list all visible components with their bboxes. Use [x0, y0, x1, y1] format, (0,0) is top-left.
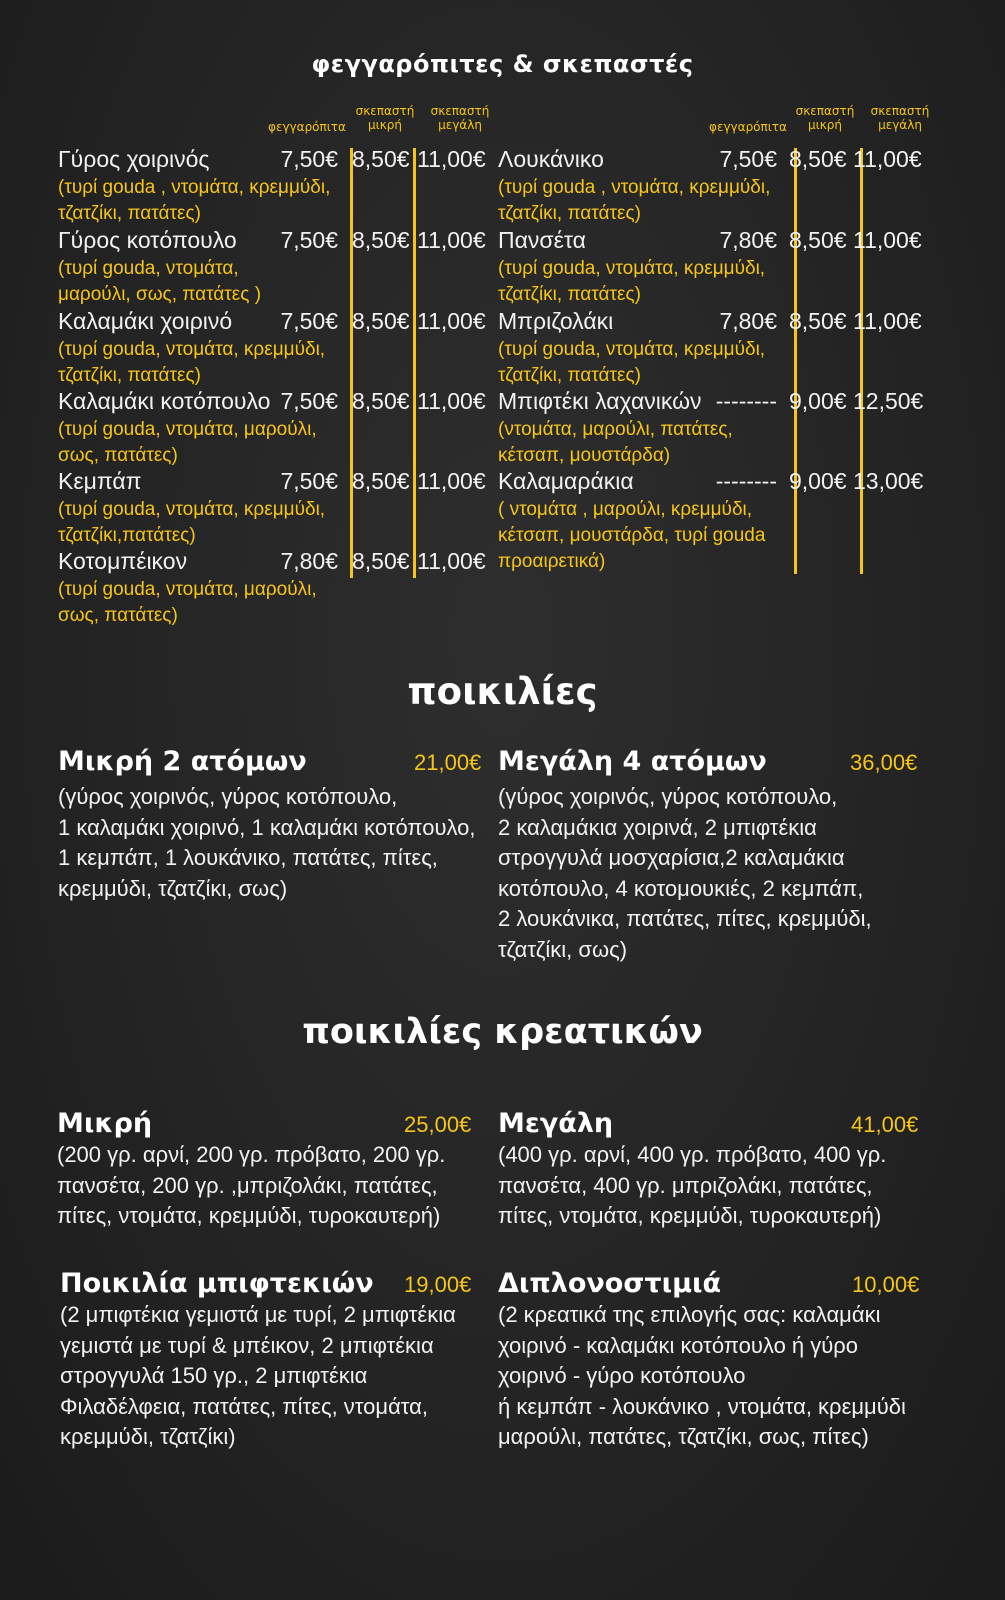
divider-line [794, 148, 797, 574]
description-line: (2 μπιφτέκια γεμιστά με τυρί, 2 μπιφτέκια [60, 1302, 456, 1327]
price-skepasti-mikri: 8,50€ [789, 227, 847, 253]
price-skepasti-mikri: 9,00€ [789, 468, 847, 494]
poikilia-price: 36,00€ [850, 750, 918, 775]
price-skepasti-megali: 11,00€ [417, 388, 486, 414]
menu-item-description: τζατζίκι, πατάτες) [498, 365, 641, 386]
menu-item-description: (τυρί gouda, ντομάτα, κρεμμύδι, [58, 339, 326, 360]
menu-item-name: Λουκάνικο [498, 146, 604, 172]
description-line: κοτόπουλο, 4 κοτομουκιές, 2 κεμπάπ, [498, 875, 864, 901]
poikilia-description [498, 782, 872, 965]
menu-item-description: μαρούλι, σως, πατάτες ) [58, 284, 262, 305]
col-header-skepasti-megali-left [420, 104, 500, 132]
price-skepasti-megali: 13,00€ [853, 468, 924, 494]
description-line: (200 γρ. αρνί, 200 γρ. πρόβατο, 200 γρ. [57, 1142, 446, 1167]
menu-item-description: σως, πατάτες) [58, 605, 178, 626]
description-line: πίτες, ντομάτα, κρεμμύδι, τυροκαυτερή) [498, 1203, 882, 1228]
description-line: 1 κεμπάπ, 1 λουκάνικο, πατάτες, πίτες, [58, 845, 438, 870]
poikilia-price: 21,00€ [414, 750, 482, 775]
col-header-line: μικρή [368, 118, 402, 132]
description-line: χοιρινό - καλαμάκι κοτόπουλο ή γύρο [498, 1332, 859, 1358]
price-skepasti-mikri: 8,50€ [352, 388, 410, 414]
poikilia-description [58, 782, 476, 904]
menu-item-description: τζατζίκι, πατάτες) [498, 203, 641, 224]
description-line: πανσέτα, 200 γρ. ,μπριζολάκι, πατάτες, [57, 1172, 438, 1198]
col-header-line: μεγάλη [438, 118, 482, 132]
menu-item-description: σως, πατάτες) [58, 445, 178, 466]
price-skepasti-mikri: 8,50€ [352, 227, 410, 253]
section-title-poikilies: ποικιλίες [407, 670, 598, 713]
kreatika-price: 19,00€ [404, 1272, 472, 1297]
section-title-poikilies-kreatikon: ποικιλίες κρεατικών [302, 1012, 703, 1052]
menu-item-name: Καλαμαράκια [498, 468, 634, 494]
price-fegaropita: -------- [715, 468, 777, 494]
description-line: (γύρος χοιρινός, γύρος κοτόπουλο, [58, 784, 398, 809]
col-header-line: σκεπαστή [870, 104, 930, 118]
menu-item-description: (ντομάτα, μαρούλι, πατάτες, [498, 419, 733, 440]
description-line: κρεμμύδι, τζατζίκι, σως) [58, 875, 288, 901]
price-skepasti-mikri: 8,50€ [789, 146, 847, 172]
menu-item-name: Μπιφτέκι λαχανικών [498, 388, 702, 414]
menu-item-description: (τυρί gouda , ντομάτα, κρεμμύδι, [498, 177, 771, 198]
menu-item-description: ( ντομάτα , μαρούλι, κρεμμύδι, [498, 499, 753, 520]
price-skepasti-mikri: 8,50€ [352, 548, 410, 574]
price-fegaropita: -------- [715, 388, 777, 414]
price-fegaropita: 7,80€ [719, 227, 777, 253]
description-line: Φιλαδέλφεια, πατάτες, πίτες, ντομάτα, [60, 1393, 429, 1419]
description-line: πανσέτα, 400 γρ. μπριζολάκι, πατάτες, [498, 1172, 873, 1198]
price-skepasti-megali: 11,00€ [853, 308, 922, 334]
price-skepasti-mikri: 8,50€ [789, 308, 847, 334]
divider-line [413, 148, 416, 578]
price-fegaropita: 7,50€ [719, 146, 777, 172]
price-skepasti-megali: 11,00€ [417, 548, 486, 574]
menu-item-description: τζατζίκι, πατάτες) [58, 365, 201, 386]
kreatika-title: Διπλονοστιμιά [498, 1268, 722, 1299]
menu-item-description: προαιρετικά) [498, 551, 606, 572]
menu-item-description: κέτσαπ, μουστάρδα) [498, 445, 671, 466]
col-header-fegaropita-left: φεγγαρόπιτα [268, 120, 346, 134]
col-header-line: σκεπαστή [430, 104, 490, 118]
divider-line [350, 148, 353, 578]
description-line: χοιρινό - γύρο κοτόπουλο [498, 1363, 746, 1388]
menu-item-description: τζατζίκι, πατάτες) [58, 203, 201, 224]
price-fegaropita: 7,50€ [280, 388, 338, 414]
description-line: στρογγυλά μοσχαρίσια,2 καλαμάκια [498, 845, 845, 870]
price-fegaropita: 7,50€ [280, 227, 338, 253]
menu-item-description: (τυρί gouda, ντομάτα, [58, 258, 239, 279]
kreatika-title: Μεγάλη [498, 1108, 614, 1139]
price-fegaropita: 7,80€ [719, 308, 777, 334]
menu-item-name: Κοτομπέικον [58, 548, 188, 574]
kreatika-price: 25,00€ [404, 1112, 472, 1137]
menu-item-description: (τυρί gouda , ντομάτα, κρεμμύδι, [58, 177, 331, 198]
kreatika-price: 41,00€ [851, 1112, 919, 1137]
description-line: 1 καλαμάκι χοιρινό, 1 καλαμάκι κοτόπουλο, [58, 814, 476, 840]
col-header-line: σκεπαστή [355, 104, 415, 118]
col-header-line: μικρή [808, 118, 842, 132]
kreatika-title: Ποικιλία μπιφτεκιών [60, 1268, 374, 1299]
kreatika-price: 10,00€ [852, 1272, 920, 1297]
description-line: (2 κρεατικά της επιλογής σας: καλαμάκι [498, 1302, 881, 1327]
price-skepasti-mikri: 8,50€ [352, 468, 410, 494]
section-title-fegaropites: φεγγαρόπιτες & σκεπαστές [311, 50, 694, 78]
price-skepasti-megali: 11,00€ [417, 308, 486, 334]
menu-item-name: Καλαμάκι χοιρινό [58, 308, 233, 334]
poikilia-title: Μεγάλη 4 ατόμων [498, 746, 767, 777]
col-header-line: μεγάλη [878, 118, 922, 132]
description-line: 2 λουκάνικα, πατάτες, πίτες, κρεμμύδι, [498, 906, 872, 931]
price-fegaropita: 7,50€ [280, 308, 338, 334]
kreatika-description [498, 1300, 906, 1453]
price-fegaropita: 7,50€ [280, 146, 338, 172]
menu-item-name: Καλαμάκι κοτόπουλο [58, 388, 271, 414]
price-fegaropita: 7,80€ [280, 548, 338, 574]
col-header-fegaropita-right: φεγγαρόπιτα [709, 120, 787, 134]
description-line: μαρούλι, πατάτες, τζατζίκι, σως, πίτες) [498, 1424, 869, 1449]
description-line: κρεμμύδι, τζατζίκι) [60, 1424, 236, 1449]
divider-line [860, 148, 863, 574]
col-header-line: σκεπαστή [795, 104, 855, 118]
menu-item-description: (τυρί gouda, ντομάτα, μαρούλι, [58, 579, 317, 600]
description-line: (γύρος χοιρινός, γύρος κοτόπουλο, [498, 784, 838, 809]
menu-item-name: Κεμπάπ [58, 468, 142, 494]
price-skepasti-mikri: 9,00€ [789, 388, 847, 414]
menu-item-description: τζατζίκι, πατάτες) [498, 284, 641, 305]
description-line: τζατζίκι, σως) [498, 936, 628, 962]
description-line: 2 καλαμάκια χοιρινά, 2 μπιφτέκια [498, 814, 817, 840]
col-header-skepasti-megali-right [860, 104, 940, 132]
menu-item-description: (τυρί gouda, ντομάτα, μαρούλι, [58, 419, 317, 440]
menu-item-description: κέτσαπ, μουστάρδα, τυρί gouda [498, 525, 766, 546]
menu-item-description: (τυρί gouda, ντομάτα, κρεμμύδι, [498, 339, 766, 360]
menu-item-name: Μπριζολάκι [498, 308, 614, 334]
col-header-skepasti-mikri-right [790, 104, 860, 132]
price-skepasti-mikri: 8,50€ [352, 308, 410, 334]
kreatika-description [57, 1140, 445, 1232]
price-skepasti-mikri: 8,50€ [352, 146, 410, 172]
kreatika-description [498, 1140, 886, 1232]
col-header-skepasti-mikri-left [350, 104, 420, 132]
description-line: πίτες, ντομάτα, κρεμμύδι, τυροκαυτερή) [57, 1203, 441, 1228]
description-line: γεμιστά με τυρί & μπέικον, 2 μπιφτέκια [60, 1332, 434, 1358]
price-skepasti-megali: 11,00€ [417, 227, 486, 253]
menu-item-name: Πανσέτα [498, 227, 586, 253]
price-skepasti-megali: 11,00€ [853, 146, 922, 172]
kreatika-description [60, 1300, 456, 1453]
price-skepasti-megali: 11,00€ [417, 468, 486, 494]
menu-item-name: Γύρος κοτόπουλο [58, 227, 237, 253]
price-skepasti-megali: 12,50€ [853, 388, 924, 414]
menu-item-description: (τυρί gouda, ντομάτα, κρεμμύδι, [58, 499, 326, 520]
menu-item-name: Γύρος χοιρινός [58, 146, 210, 172]
description-line: ή κεμπάπ - λουκάνικο , ντομάτα, κρεμμύδι [498, 1393, 906, 1419]
poikilia-title: Μικρή 2 ατόμων [58, 746, 307, 777]
description-line: (400 γρ. αρνί, 400 γρ. πρόβατο, 400 γρ. [498, 1142, 887, 1167]
menu-item-description: (τυρί gouda, ντομάτα, κρεμμύδι, [498, 258, 766, 279]
price-skepasti-megali: 11,00€ [853, 227, 922, 253]
price-fegaropita: 7,50€ [280, 468, 338, 494]
description-line: στρογγυλά 150 γρ., 2 μπιφτέκια [60, 1363, 368, 1388]
kreatika-title: Μικρή [57, 1108, 153, 1139]
price-skepasti-megali: 11,00€ [417, 146, 486, 172]
menu-item-description: τζατζίκι,πατάτες) [58, 525, 196, 546]
